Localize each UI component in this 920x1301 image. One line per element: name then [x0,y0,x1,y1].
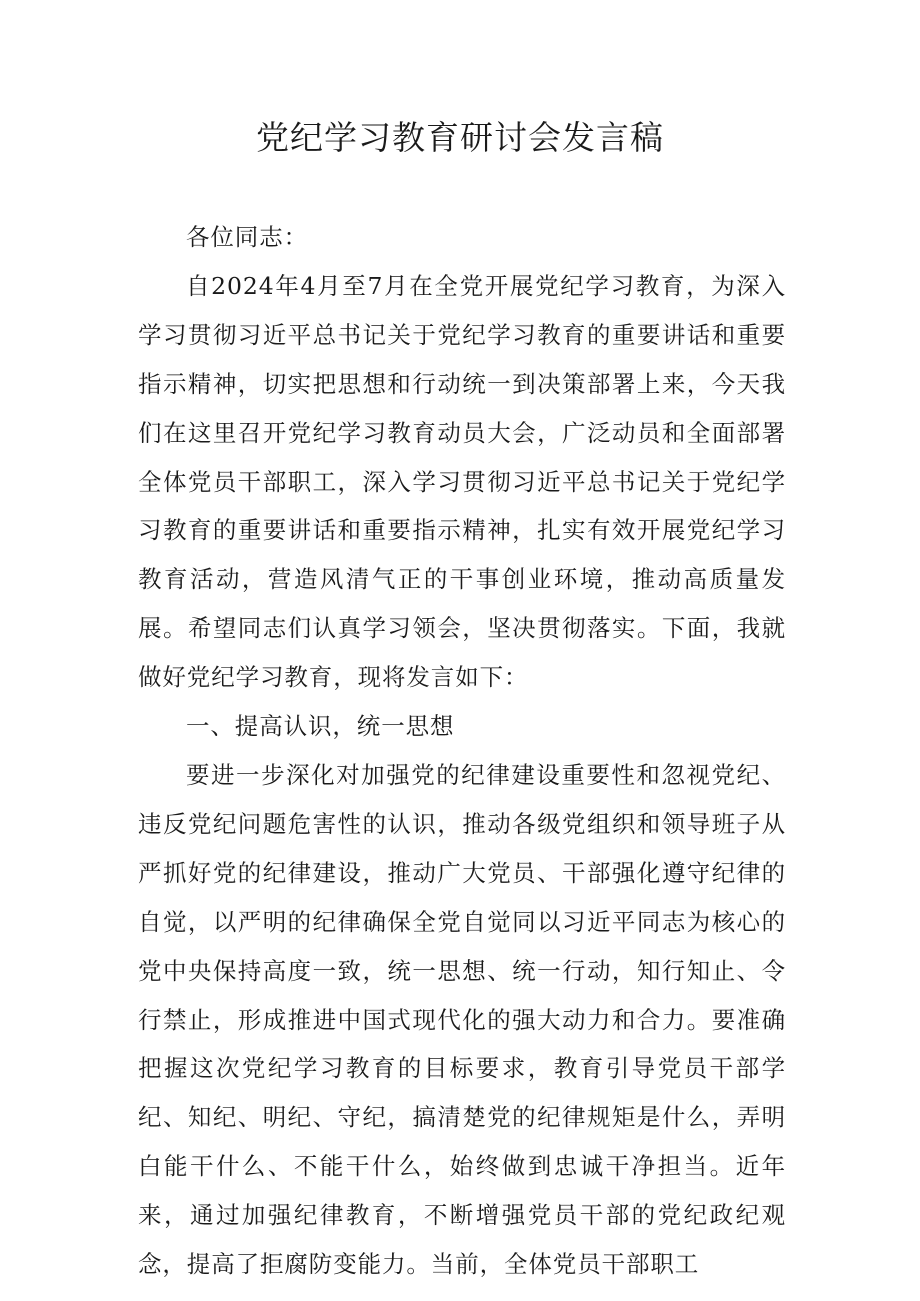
paragraph-section-1: 要进一步深化对加强党的纪律建设重要性和忽视党纪、违反党纪问题危害性的认识，推动各级党组织和领导班子从严抓好党的纪律建设，推动广大党员、干部强化遵守纪律的自觉，以严明的纪律确保全党自觉同以习近平同志为核心的党中央保持高度一致，统一思想、统一行动，知行知止、令行禁止，形成推进中国式现代化的强大动力和合力。要准确把握这次党纪学习教育的目标要求，教育引导党员干部学纪、知纪、明纪、守纪，搞清楚党的纪律规矩是什么，弄明白能干什么、不能干什么，始终做到忠诚干净担当。近年来，通过加强纪律教育，不断增强党员干部的党纪政纪观念，提高了拒腐防变能力。当前，全体党员干部职工 [138,760,786,1279]
document-body [138,213,786,1289]
salutation: 各位同志： [186,223,308,251]
paragraph-intro: 自2024年4月至7月在全党开展党纪学习教育，为深入学习贯彻习近平总书记关于党纪学习教育的重要讲话和重要指示精神，切实把思想和行动统一到决策部署上来，今天我们在这里召开党纪学习教育动员大会，广泛动员和全面部署全体党员干部职工，深入学习贯彻习近平总书记关于党纪学习教育的重要讲话和重要指示精神，扎实有效开展党纪学习教育活动，营造风清气正的干事创业环境，推动高质量发展。希望同志们认真学习领会，坚决贯彻落实。下面，我就做好党纪学习教育，现将发言如下： [138,271,786,692]
document-title: 党纪学习教育研讨会发言稿 [256,118,664,157]
section-heading-1: 一、提高认识，统一思想 [186,712,455,741]
